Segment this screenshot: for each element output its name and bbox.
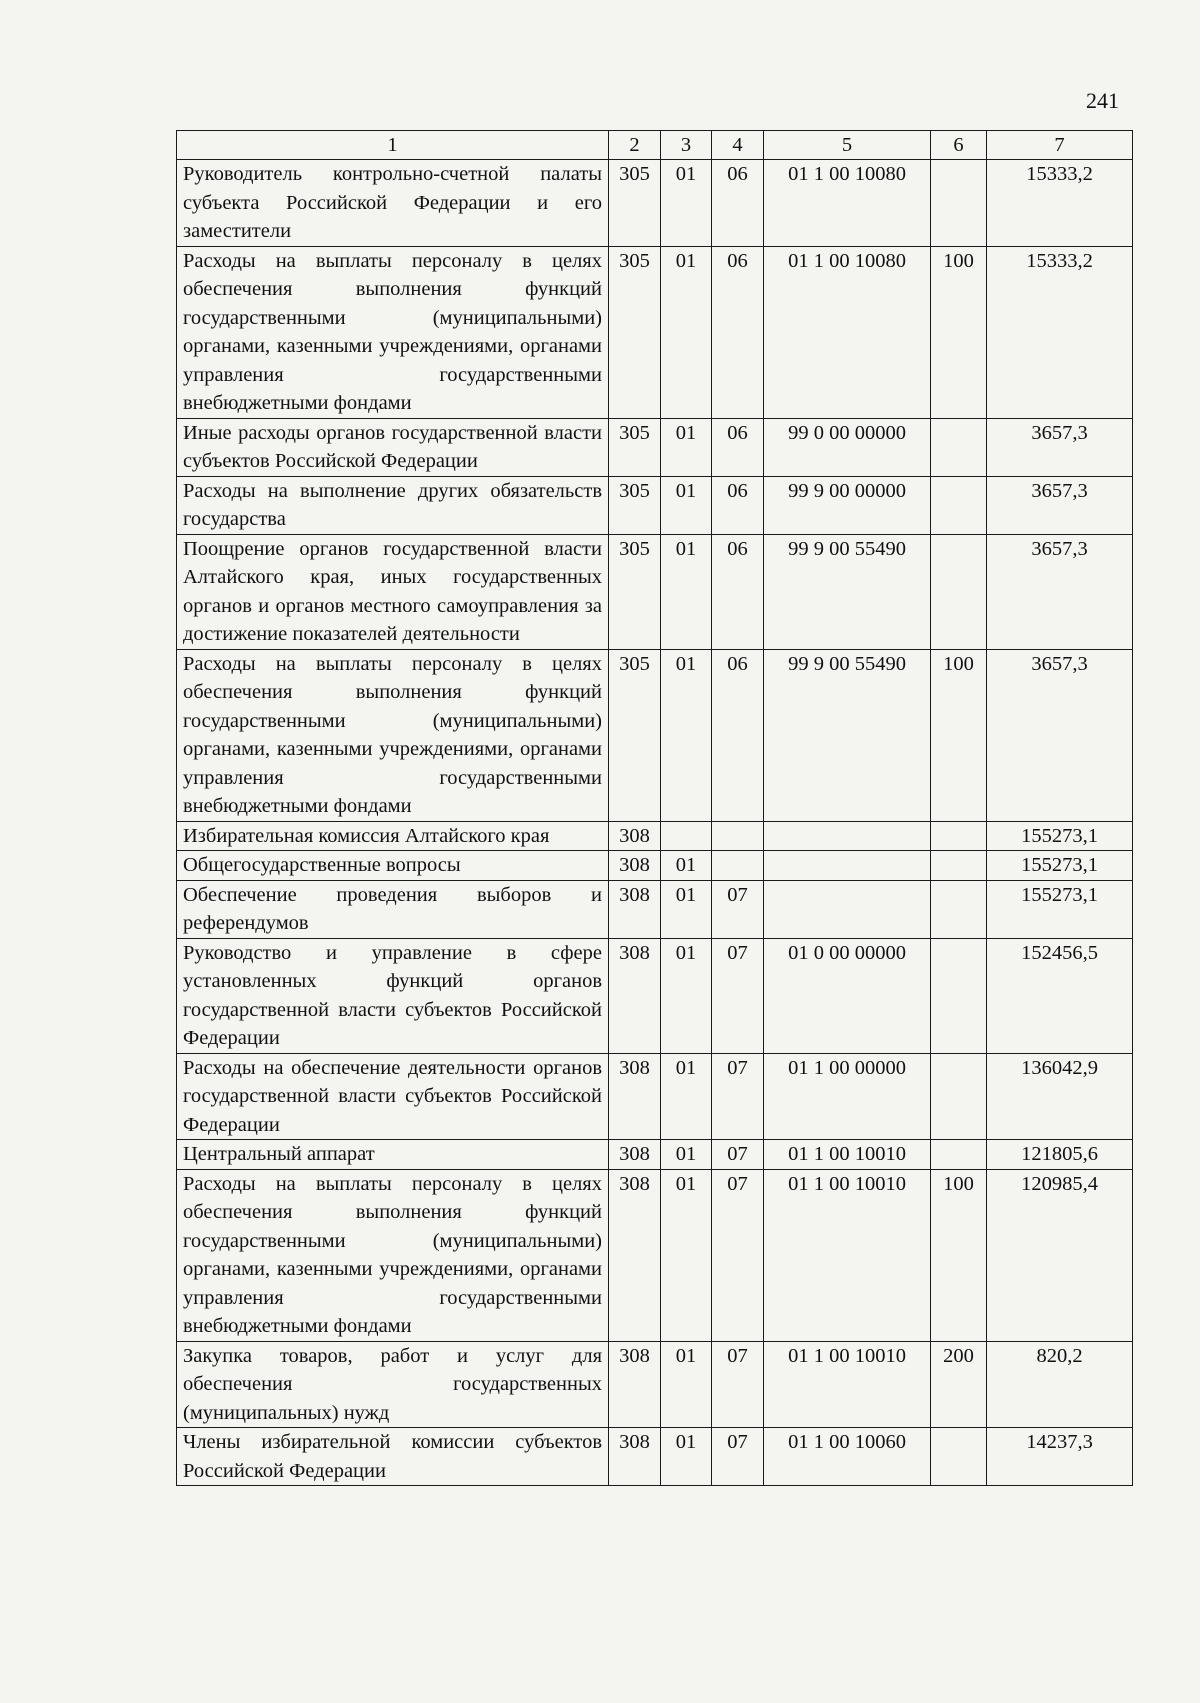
cell-admin-code: 308 bbox=[609, 1140, 661, 1170]
row-item-name: Общегосударственные вопросы bbox=[177, 851, 609, 881]
cell-amount: 3657,3 bbox=[987, 476, 1133, 534]
row-item-name: Расходы на выполнение других обязательств государства bbox=[177, 476, 609, 534]
cell-target-item: 99 9 00 55490 bbox=[764, 534, 931, 649]
cell-section bbox=[661, 821, 712, 851]
cell-section: 01 bbox=[661, 851, 712, 881]
cell-section: 01 bbox=[661, 476, 712, 534]
cell-subsection: 06 bbox=[712, 418, 764, 476]
cell-expense-type: 100 bbox=[931, 246, 987, 418]
cell-admin-code: 308 bbox=[609, 1428, 661, 1486]
cell-target-item: 01 1 00 10010 bbox=[764, 1341, 931, 1428]
row-item-name: Центральный аппарат bbox=[177, 1140, 609, 1170]
cell-target-item bbox=[764, 880, 931, 938]
row-item-name: Избирательная комиссия Алтайского края bbox=[177, 821, 609, 851]
row-item-name: Руководство и управление в сфере установленных функций органов государственной власти субъектов Российской Федерации bbox=[177, 938, 609, 1053]
table-row bbox=[177, 246, 1133, 418]
cell-section: 01 bbox=[661, 1053, 712, 1140]
row-item-name: Обеспечение проведения выборов и референдумов bbox=[177, 880, 609, 938]
cell-admin-code: 308 bbox=[609, 821, 661, 851]
cell-amount: 120985,4 bbox=[987, 1169, 1133, 1341]
column-header-5: 5 bbox=[764, 131, 931, 160]
table-row bbox=[177, 1428, 1133, 1486]
table-row bbox=[177, 649, 1133, 821]
cell-amount: 3657,3 bbox=[987, 649, 1133, 821]
cell-admin-code: 308 bbox=[609, 1169, 661, 1341]
cell-amount: 14237,3 bbox=[987, 1428, 1133, 1486]
cell-section: 01 bbox=[661, 1341, 712, 1428]
table-header bbox=[177, 131, 1133, 160]
cell-expense-type bbox=[931, 418, 987, 476]
cell-expense-type bbox=[931, 534, 987, 649]
table-row bbox=[177, 534, 1133, 649]
cell-amount: 3657,3 bbox=[987, 418, 1133, 476]
header-row bbox=[177, 131, 1133, 160]
cell-section: 01 bbox=[661, 1169, 712, 1341]
table-row bbox=[177, 1341, 1133, 1428]
table-row bbox=[177, 851, 1133, 881]
cell-subsection: 06 bbox=[712, 160, 764, 247]
budget-table bbox=[176, 130, 1133, 1486]
cell-expense-type bbox=[931, 476, 987, 534]
cell-section: 01 bbox=[661, 938, 712, 1053]
column-header-2: 2 bbox=[609, 131, 661, 160]
cell-target-item: 99 9 00 00000 bbox=[764, 476, 931, 534]
row-item-name: Расходы на выплаты персоналу в целях обеспечения выполнения функций государственными (муниципальными) органами, казенными учреждениями, органами управления государственными внебюджетными фондами bbox=[177, 649, 609, 821]
cell-section: 01 bbox=[661, 1428, 712, 1486]
cell-amount: 155273,1 bbox=[987, 880, 1133, 938]
cell-expense-type: 100 bbox=[931, 649, 987, 821]
row-item-name: Руководитель контрольно-счетной палаты субъекта Российской Федерации и его заместители bbox=[177, 160, 609, 247]
cell-section: 01 bbox=[661, 880, 712, 938]
row-item-name: Иные расходы органов государственной власти субъектов Российской Федерации bbox=[177, 418, 609, 476]
cell-target-item: 01 1 00 10060 bbox=[764, 1428, 931, 1486]
row-item-name: Поощрение органов государственной власти Алтайского края, иных государственных органов и органов местного самоуправления за достижение показателей деятельности bbox=[177, 534, 609, 649]
cell-section: 01 bbox=[661, 534, 712, 649]
table-row bbox=[177, 880, 1133, 938]
cell-admin-code: 308 bbox=[609, 880, 661, 938]
cell-subsection: 07 bbox=[712, 880, 764, 938]
column-header-4: 4 bbox=[712, 131, 764, 160]
cell-target-item: 99 0 00 00000 bbox=[764, 418, 931, 476]
cell-amount: 3657,3 bbox=[987, 534, 1133, 649]
cell-target-item: 99 9 00 55490 bbox=[764, 649, 931, 821]
cell-admin-code: 308 bbox=[609, 1341, 661, 1428]
table-body bbox=[177, 160, 1133, 1486]
cell-section: 01 bbox=[661, 649, 712, 821]
cell-admin-code: 305 bbox=[609, 476, 661, 534]
cell-amount: 121805,6 bbox=[987, 1140, 1133, 1170]
row-item-name: Расходы на выплаты персоналу в целях обеспечения выполнения функций государственными (муниципальными) органами, казенными учреждениями, органами управления государственными внебюджетными фондами bbox=[177, 246, 609, 418]
row-item-name: Закупка товаров, работ и услуг для обеспечения государственных (муниципальных) нужд bbox=[177, 1341, 609, 1428]
cell-subsection: 07 bbox=[712, 1428, 764, 1486]
cell-section: 01 bbox=[661, 246, 712, 418]
cell-admin-code: 308 bbox=[609, 851, 661, 881]
cell-amount: 155273,1 bbox=[987, 821, 1133, 851]
cell-expense-type bbox=[931, 1053, 987, 1140]
table-row bbox=[177, 1140, 1133, 1170]
table-row bbox=[177, 476, 1133, 534]
cell-subsection: 07 bbox=[712, 1140, 764, 1170]
cell-target-item: 01 1 00 10010 bbox=[764, 1169, 931, 1341]
cell-amount: 15333,2 bbox=[987, 160, 1133, 247]
cell-expense-type bbox=[931, 821, 987, 851]
cell-amount: 15333,2 bbox=[987, 246, 1133, 418]
table-row bbox=[177, 1053, 1133, 1140]
cell-amount: 820,2 bbox=[987, 1341, 1133, 1428]
cell-target-item: 01 1 00 10080 bbox=[764, 160, 931, 247]
cell-expense-type bbox=[931, 1428, 987, 1486]
cell-expense-type bbox=[931, 1140, 987, 1170]
cell-subsection: 06 bbox=[712, 649, 764, 821]
column-header-3: 3 bbox=[661, 131, 712, 160]
row-item-name: Расходы на выплаты персоналу в целях обеспечения выполнения функций государственными (муниципальными) органами, казенными учреждениями, органами управления государственными внебюджетными фондами bbox=[177, 1169, 609, 1341]
column-header-6: 6 bbox=[931, 131, 987, 160]
cell-expense-type bbox=[931, 160, 987, 247]
cell-subsection: 07 bbox=[712, 938, 764, 1053]
cell-amount: 136042,9 bbox=[987, 1053, 1133, 1140]
row-item-name: Расходы на обеспечение деятельности органов государственной власти субъектов Российской Федерации bbox=[177, 1053, 609, 1140]
cell-admin-code: 308 bbox=[609, 938, 661, 1053]
cell-subsection: 06 bbox=[712, 476, 764, 534]
cell-admin-code: 305 bbox=[609, 160, 661, 247]
table-row bbox=[177, 821, 1133, 851]
cell-admin-code: 305 bbox=[609, 246, 661, 418]
cell-admin-code: 305 bbox=[609, 649, 661, 821]
table-row bbox=[177, 160, 1133, 247]
cell-subsection bbox=[712, 851, 764, 881]
cell-section: 01 bbox=[661, 418, 712, 476]
cell-expense-type bbox=[931, 851, 987, 881]
cell-admin-code: 305 bbox=[609, 418, 661, 476]
table-row bbox=[177, 418, 1133, 476]
cell-subsection: 07 bbox=[712, 1341, 764, 1428]
cell-amount: 155273,1 bbox=[987, 851, 1133, 881]
cell-section: 01 bbox=[661, 1140, 712, 1170]
cell-expense-type: 200 bbox=[931, 1341, 987, 1428]
column-header-7: 7 bbox=[987, 131, 1133, 160]
cell-target-item bbox=[764, 821, 931, 851]
cell-subsection bbox=[712, 821, 764, 851]
cell-target-item: 01 1 00 00000 bbox=[764, 1053, 931, 1140]
row-item-name: Члены избирательной комиссии субъектов Российской Федерации bbox=[177, 1428, 609, 1486]
cell-expense-type: 100 bbox=[931, 1169, 987, 1341]
column-header-1: 1 bbox=[177, 131, 609, 160]
cell-target-item: 01 1 00 10010 bbox=[764, 1140, 931, 1170]
cell-target-item: 01 0 00 00000 bbox=[764, 938, 931, 1053]
cell-section: 01 bbox=[661, 160, 712, 247]
cell-expense-type bbox=[931, 880, 987, 938]
cell-subsection: 06 bbox=[712, 534, 764, 649]
cell-expense-type bbox=[931, 938, 987, 1053]
cell-subsection: 06 bbox=[712, 246, 764, 418]
table-row bbox=[177, 1169, 1133, 1341]
cell-target-item bbox=[764, 851, 931, 881]
cell-admin-code: 308 bbox=[609, 1053, 661, 1140]
cell-admin-code: 305 bbox=[609, 534, 661, 649]
cell-target-item: 01 1 00 10080 bbox=[764, 246, 931, 418]
table-row bbox=[177, 938, 1133, 1053]
cell-amount: 152456,5 bbox=[987, 938, 1133, 1053]
cell-subsection: 07 bbox=[712, 1053, 764, 1140]
cell-subsection: 07 bbox=[712, 1169, 764, 1341]
page-number: 241 bbox=[1086, 88, 1119, 113]
